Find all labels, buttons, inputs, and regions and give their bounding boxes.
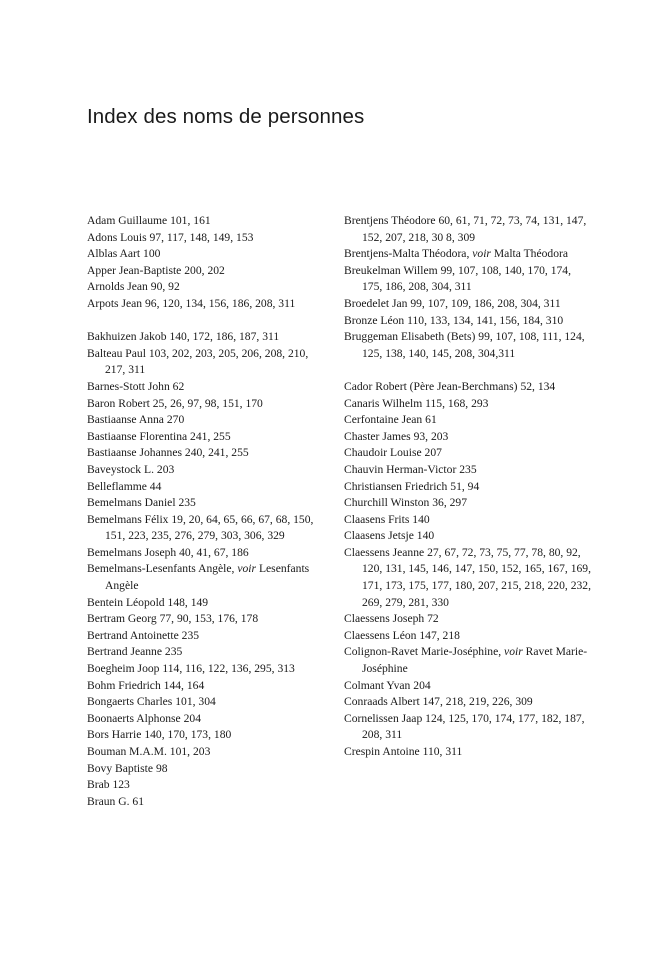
entry-pages: 235	[459, 462, 477, 476]
entry-name: Broedelet Jan	[344, 296, 408, 310]
entry-pages: 100	[143, 247, 161, 261]
entry-pages: 110, 311	[422, 745, 463, 758]
index-entry	[344, 644, 594, 677]
entry-name: Bongaerts Charles	[87, 695, 173, 709]
entry-name: Alblas Aart	[87, 247, 141, 261]
index-entry	[87, 346, 325, 379]
index-entry	[87, 727, 325, 744]
entry-pages: 99, 107, 108, 111, 124, 125, 138, 140, 145, 208, 304,311	[362, 330, 585, 360]
entry-pages: 103, 202, 203, 205, 206, 208, 210, 217, 311	[105, 346, 309, 377]
entry-pages: 62	[172, 379, 185, 393]
entry-pages: 204	[183, 711, 202, 725]
entry-pages: 114, 116, 122, 136, 295, 313	[162, 662, 295, 676]
index-entry	[344, 678, 594, 695]
entry-pages: 61	[425, 413, 437, 427]
entry-pages: 144, 164	[163, 678, 205, 692]
index-column-left	[87, 213, 325, 810]
index-entry	[87, 512, 325, 545]
index-entry	[344, 694, 594, 711]
entry-name: Boegheim Joop	[87, 662, 160, 676]
index-entry	[87, 279, 325, 296]
entry-pages: 101, 203	[169, 745, 211, 758]
entry-pages: 270	[166, 413, 185, 427]
entry-pages: 140, 170, 173, 180	[144, 728, 232, 742]
index-entry	[344, 396, 594, 413]
entry-pages: 27, 67, 72, 73, 75, 77, 78, 80, 92, 120, 131, 145, 146, 147, 150, 152, 165, 167, 169, 171, 173, 175, 177, 180, 207, 215, 218, 220, 232, 269, 279, 281, 330	[362, 545, 591, 609]
index-entry	[87, 412, 325, 429]
index-entry	[344, 412, 594, 429]
index-entry	[87, 263, 325, 280]
entry-pages: 51, 94	[450, 479, 480, 493]
entry-pages: 140	[412, 512, 430, 526]
entry-name: Boonaerts Alphonse	[87, 711, 181, 725]
entry-name: Adam Guillaume	[87, 214, 168, 227]
entry-name: Conraads Albert	[344, 695, 420, 709]
index-entry	[87, 628, 325, 645]
index-entry	[344, 313, 594, 330]
entry-pages: 140	[416, 529, 435, 543]
entry-name: Bastiaanse Johannes	[87, 446, 182, 460]
entry-name: Bruggeman Elisabeth (Bets)	[344, 330, 476, 344]
entry-pages: 115, 168, 293	[425, 396, 489, 410]
index-entry	[87, 445, 325, 462]
entry-pages: 147, 218, 219, 226, 309	[422, 695, 533, 709]
entry-name: Claessens Joseph	[344, 612, 425, 626]
index-entry	[87, 495, 325, 512]
entry-name: Bertram Georg	[87, 612, 157, 626]
entry-name: Arnolds Jean	[87, 280, 148, 294]
entry-name: Bertrand Antoinette	[87, 628, 179, 642]
index-entry	[344, 379, 594, 396]
index-entry	[87, 794, 325, 811]
index-entry	[87, 711, 325, 728]
index-entry	[87, 761, 325, 778]
entry-pages: 19, 20, 64, 65, 66, 67, 68, 150, 151, 223, 235, 276, 279, 303, 306, 329	[105, 512, 314, 543]
index-entry	[87, 678, 325, 695]
entry-name: Bemelmans Joseph	[87, 545, 177, 559]
entry-name: Brentjens Théodore	[344, 214, 436, 227]
entry-pages: 101, 161	[170, 214, 211, 227]
cross-reference: Ravet Marie-Joséphine	[362, 645, 588, 676]
index-column-right	[344, 213, 594, 761]
voir-label: voir	[472, 247, 491, 261]
index-entry	[344, 512, 594, 529]
entry-pages: 235	[178, 496, 196, 510]
entry-name: Chaudoir Louise	[344, 446, 422, 460]
index-entry	[344, 296, 594, 313]
entry-name: Brentjens-Malta Théodora,	[344, 247, 470, 261]
entry-name: Claessens Léon	[344, 628, 417, 642]
index-entry	[344, 628, 594, 645]
index-entry	[87, 611, 325, 628]
entry-pages: 124, 125, 170, 174, 177, 182, 187, 208, 311	[362, 711, 585, 742]
index-entry	[87, 296, 325, 313]
index-entry	[344, 429, 594, 446]
entry-name: Bronze Léon	[344, 313, 405, 327]
entry-name: Bohm Friedrich	[87, 678, 161, 692]
entry-name: Cador Robert (Père Jean-Berchmans)	[344, 379, 518, 393]
index-entry	[344, 462, 594, 479]
entry-name: Belleflamme	[87, 479, 147, 493]
entry-name: Christiansen Friedrich	[344, 479, 448, 493]
entry-pages: 123	[112, 778, 130, 792]
entry-pages: 60, 61, 71, 72, 73, 74, 131, 147, 152, 207, 218, 30 8, 309	[362, 214, 587, 244]
index-entry	[344, 263, 594, 296]
index-entry	[87, 230, 325, 247]
entry-pages: 99, 107, 108, 140, 170, 174, 175, 186, 208, 304, 311	[362, 263, 571, 294]
index-entry	[87, 379, 325, 396]
index-entry	[344, 528, 594, 545]
entry-name: Bakhuizen Jakob	[87, 330, 167, 344]
entry-pages: 96, 120, 134, 156, 186, 208, 311	[144, 296, 296, 310]
entry-pages: 93, 203	[413, 429, 449, 443]
entry-pages: 203	[156, 462, 175, 476]
index-entry	[87, 329, 325, 346]
entry-pages: 90, 92	[150, 280, 180, 294]
entry-name: Arpots Jean	[87, 296, 143, 310]
entry-name: Bemelmans Daniel	[87, 496, 176, 510]
index-entry	[87, 429, 325, 446]
entry-name: Crespin Antoine	[344, 745, 420, 758]
entry-name: Colmant Yvan	[344, 678, 411, 692]
entry-name: Bovy Baptiste	[87, 761, 154, 775]
entry-pages: 52, 134	[520, 379, 556, 393]
index-entry	[344, 479, 594, 496]
index-entry	[87, 396, 325, 413]
index-entry	[87, 213, 325, 230]
letter-group-gap	[344, 362, 594, 379]
entry-name: Colignon-Ravet Marie-Joséphine,	[344, 645, 502, 659]
index-entry	[344, 744, 594, 761]
index-entry	[344, 213, 594, 246]
entry-name: Bastiaanse Florentina	[87, 429, 188, 443]
entry-name: Cornelissen Jaap	[344, 711, 423, 725]
entry-name: Adons Louis	[87, 230, 147, 244]
entry-pages: 207	[424, 446, 442, 460]
entry-name: Brab	[87, 778, 110, 792]
entry-pages: 44	[149, 479, 162, 493]
entry-name: Balteau Paul	[87, 346, 146, 360]
entry-pages: 36, 297	[432, 496, 467, 510]
index-entry	[87, 661, 325, 678]
index-entry	[87, 462, 325, 479]
entry-name: Bors Harrie	[87, 728, 142, 742]
cross-reference: Lesenfants Angèle	[105, 562, 310, 593]
entry-pages: 25, 26, 97, 98, 151, 170	[152, 396, 263, 410]
entry-pages: 99, 107, 109, 186, 208, 304, 311	[410, 296, 561, 310]
entry-name: Churchill Winston	[344, 496, 430, 510]
entry-pages: 98	[155, 761, 168, 775]
entry-pages: 241, 255	[190, 429, 231, 443]
letter-group-gap	[87, 313, 325, 330]
entry-name: Cerfontaine Jean	[344, 413, 423, 427]
index-entry	[87, 246, 325, 263]
entry-name: Claessens Jeanne	[344, 545, 425, 559]
index-entry	[344, 329, 594, 362]
index-entry	[344, 611, 594, 628]
entry-name: Canaris Wilhelm	[344, 396, 423, 410]
entry-pages: 200, 202	[184, 263, 225, 277]
index-entry	[87, 545, 325, 562]
entry-name: Baron Robert	[87, 396, 150, 410]
entry-pages: 204	[413, 678, 431, 692]
index-entry	[87, 479, 325, 496]
entry-pages: 235	[181, 628, 200, 642]
entry-pages: 101, 304	[175, 695, 216, 709]
entry-pages: 240, 241, 255	[184, 446, 249, 460]
index-entry	[344, 545, 594, 611]
entry-name: Bastiaanse Anna	[87, 413, 164, 427]
entry-name: Breukelman Willem	[344, 263, 438, 277]
entry-pages: 97, 117, 148, 149, 153	[149, 230, 254, 244]
index-entry	[87, 744, 325, 761]
entry-pages: 235	[164, 645, 183, 659]
entry-pages: 61	[132, 794, 145, 808]
entry-name: Baveystock L.	[87, 462, 154, 476]
index-entry	[344, 246, 594, 263]
entry-pages: 40, 41, 67, 186	[179, 545, 249, 559]
voir-label: voir	[237, 562, 257, 576]
entry-pages: 110, 133, 134, 141, 156, 184, 310	[407, 313, 564, 327]
entry-name: Chaster James	[344, 429, 411, 443]
page-title: Index des noms de personnes	[87, 105, 365, 128]
entry-name: Bentein Léopold	[87, 595, 165, 609]
index-entry	[87, 561, 325, 594]
entry-pages: 72	[427, 612, 439, 626]
voir-label: voir	[504, 645, 523, 659]
entry-pages: 77, 90, 153, 176, 178	[159, 612, 259, 626]
entry-name: Apper Jean-Baptiste	[87, 263, 182, 277]
entry-name: Chauvin Herman-Victor	[344, 462, 457, 476]
entry-name: Claasens Jetsje	[344, 529, 414, 543]
entry-name: Bemelmans Félix	[87, 512, 169, 526]
entry-name: Barnes-Stott John	[87, 379, 170, 393]
index-entry	[344, 445, 594, 462]
index-entry	[87, 644, 325, 661]
entry-name: Claasens Frits	[344, 512, 410, 526]
cross-reference: Malta Théodora	[493, 247, 569, 261]
entry-pages: 140, 172, 186, 187, 311	[169, 330, 280, 344]
entry-name: Bouman M.A.M.	[87, 745, 167, 758]
entry-name: Braun G.	[87, 794, 130, 808]
index-entry	[87, 777, 325, 794]
entry-name: Bemelmans-Lesenfants Angèle,	[87, 562, 235, 576]
index-entry	[344, 495, 594, 512]
index-entry	[87, 694, 325, 711]
entry-pages: 147, 218	[419, 628, 460, 642]
index-entry	[344, 711, 594, 744]
entry-name: Bertrand Jeanne	[87, 645, 163, 659]
entry-pages: 148, 149	[167, 595, 209, 609]
index-entry	[87, 595, 325, 612]
